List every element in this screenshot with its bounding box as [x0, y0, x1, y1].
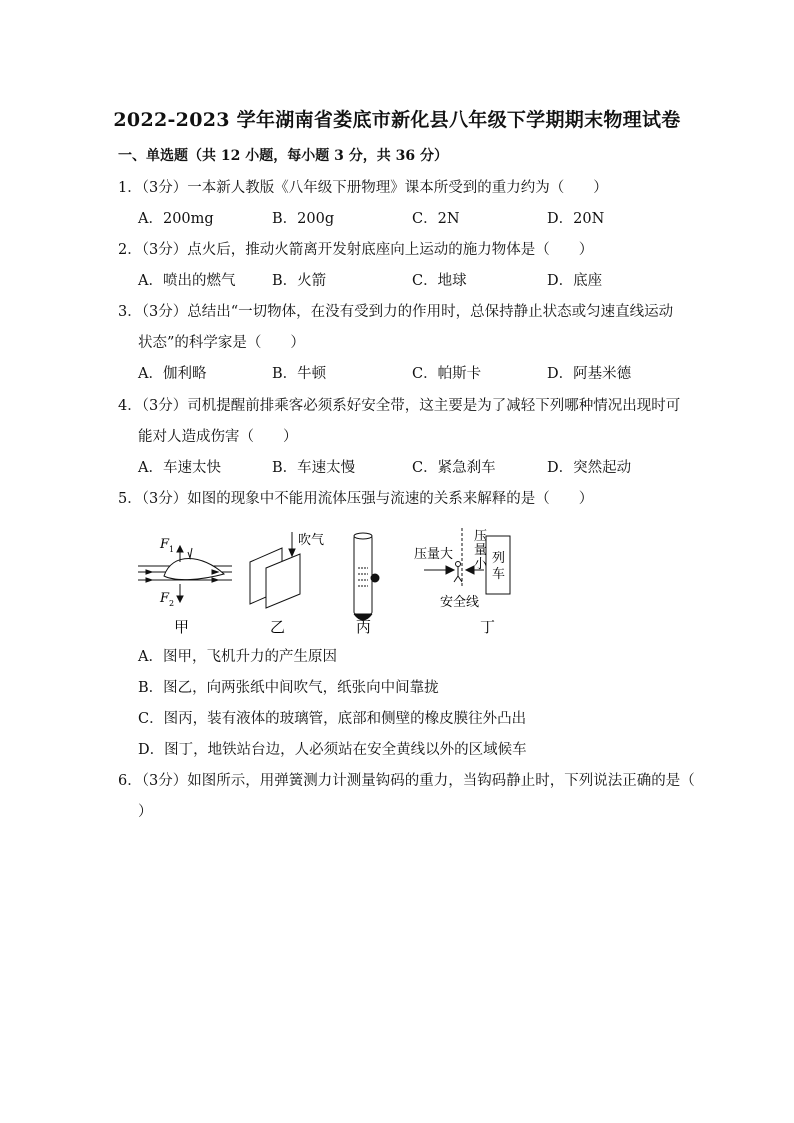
q4-option-c: C．紧急刹车: [412, 460, 496, 476]
q3-option-d: D．阿基米德: [547, 366, 632, 382]
force-f2-label: F: [160, 591, 170, 606]
force-f1-subscript: 1: [169, 545, 175, 554]
pressure-small-char-2: 量: [474, 543, 488, 558]
figure-yi-paper: [250, 532, 300, 608]
q4-option-b: B．车速太慢: [272, 460, 356, 476]
question-5-figure: [132, 528, 512, 640]
force-f2-subscript: 2: [169, 599, 175, 608]
question-3-text: 3．（3分）总结出“一切物体，在没有受到力的作用时，总保持静止状态或匀速直线运动: [118, 304, 674, 320]
q1-option-a: A．200mg: [138, 211, 214, 227]
q3-option-c: C．帕斯卡: [412, 366, 482, 382]
section-heading: 一、单选题（共 12 小题，每小题 3 分，共 36 分）: [118, 148, 448, 164]
pressure-small-char-1: 压: [474, 529, 488, 544]
q4-option-a: A．车速太快: [138, 460, 221, 476]
train-char-2: 车: [492, 567, 506, 582]
question-3-text-cont: 状态”的科学家是（ ）: [138, 335, 305, 351]
q2-option-c: C．地球: [412, 273, 467, 289]
q5-option-d: D．图丁，地铁站台边，人必须站在安全黄线以外的区域候车: [138, 742, 527, 758]
question-2-text: 2．（3分）点火后，推动火箭离开发射底座向上运动的施力物体是（ ）: [118, 242, 594, 258]
figure-label-bing: 丙: [356, 618, 372, 636]
page-title: 2022-2023 学年湖南省娄底市新化县八年级下学期期末物理试卷: [113, 109, 681, 131]
q3-option-b: B．牛顿: [272, 366, 327, 382]
figure-label-ding: 丁: [480, 618, 496, 636]
blow-label: 吹气: [298, 533, 325, 548]
q2-option-b: B．火箭: [272, 273, 327, 289]
q4-option-d: D．突然起动: [547, 460, 632, 476]
pressure-big-label: 压量大: [414, 547, 454, 562]
safety-line-label: 安全线: [440, 595, 480, 610]
flow-pressure-diagrams: [132, 528, 512, 640]
question-4-text-cont: 能对人造成伤害（ ）: [138, 429, 298, 445]
q1-option-b: B．200g: [272, 211, 335, 227]
question-6-text: 6．（3分）如图所示，用弹簧测力计测量钩码的重力，当钩码静止时，下列说法正确的是（: [118, 773, 695, 789]
q1-option-d: D．20N: [547, 211, 605, 227]
figure-bing-tube: [354, 533, 379, 620]
force-f1-label: F: [160, 537, 170, 552]
train-char-1: 列: [492, 551, 506, 566]
q1-option-c: C．2N: [412, 211, 460, 227]
figure-label-yi: 乙: [270, 618, 286, 636]
q5-option-b: B．图乙，向两张纸中间吹气，纸张向中间靠拢: [138, 680, 439, 696]
question-1-text: 1．（3分）一本新人教版《八年级下册物理》课本所受到的重力约为（ ）: [118, 180, 608, 196]
q2-option-d: D．底座: [547, 273, 603, 289]
q5-option-a: A．图甲，飞机升力的产生原因: [138, 649, 337, 665]
question-5-text: 5．（3分）如图的现象中不能用流体压强与流速的关系来解释的是（ ）: [118, 491, 594, 507]
pressure-small-char-3: 小: [474, 557, 488, 572]
figure-jia-airfoil: [138, 546, 232, 602]
question-4-text: 4．（3分）司机提醒前排乘客必须系好安全带，这主要是为了减轻下列哪种情况出现时可: [118, 398, 681, 414]
figure-label-jia: 甲: [174, 618, 190, 636]
question-6-text-cont: ）: [138, 804, 153, 820]
q3-option-a: A．伽利略: [138, 366, 207, 382]
q2-option-a: A．喷出的燃气: [138, 273, 236, 289]
q5-option-c: C．图丙，装有液体的玻璃管，底部和侧壁的橡皮膜往外凸出: [138, 711, 527, 727]
